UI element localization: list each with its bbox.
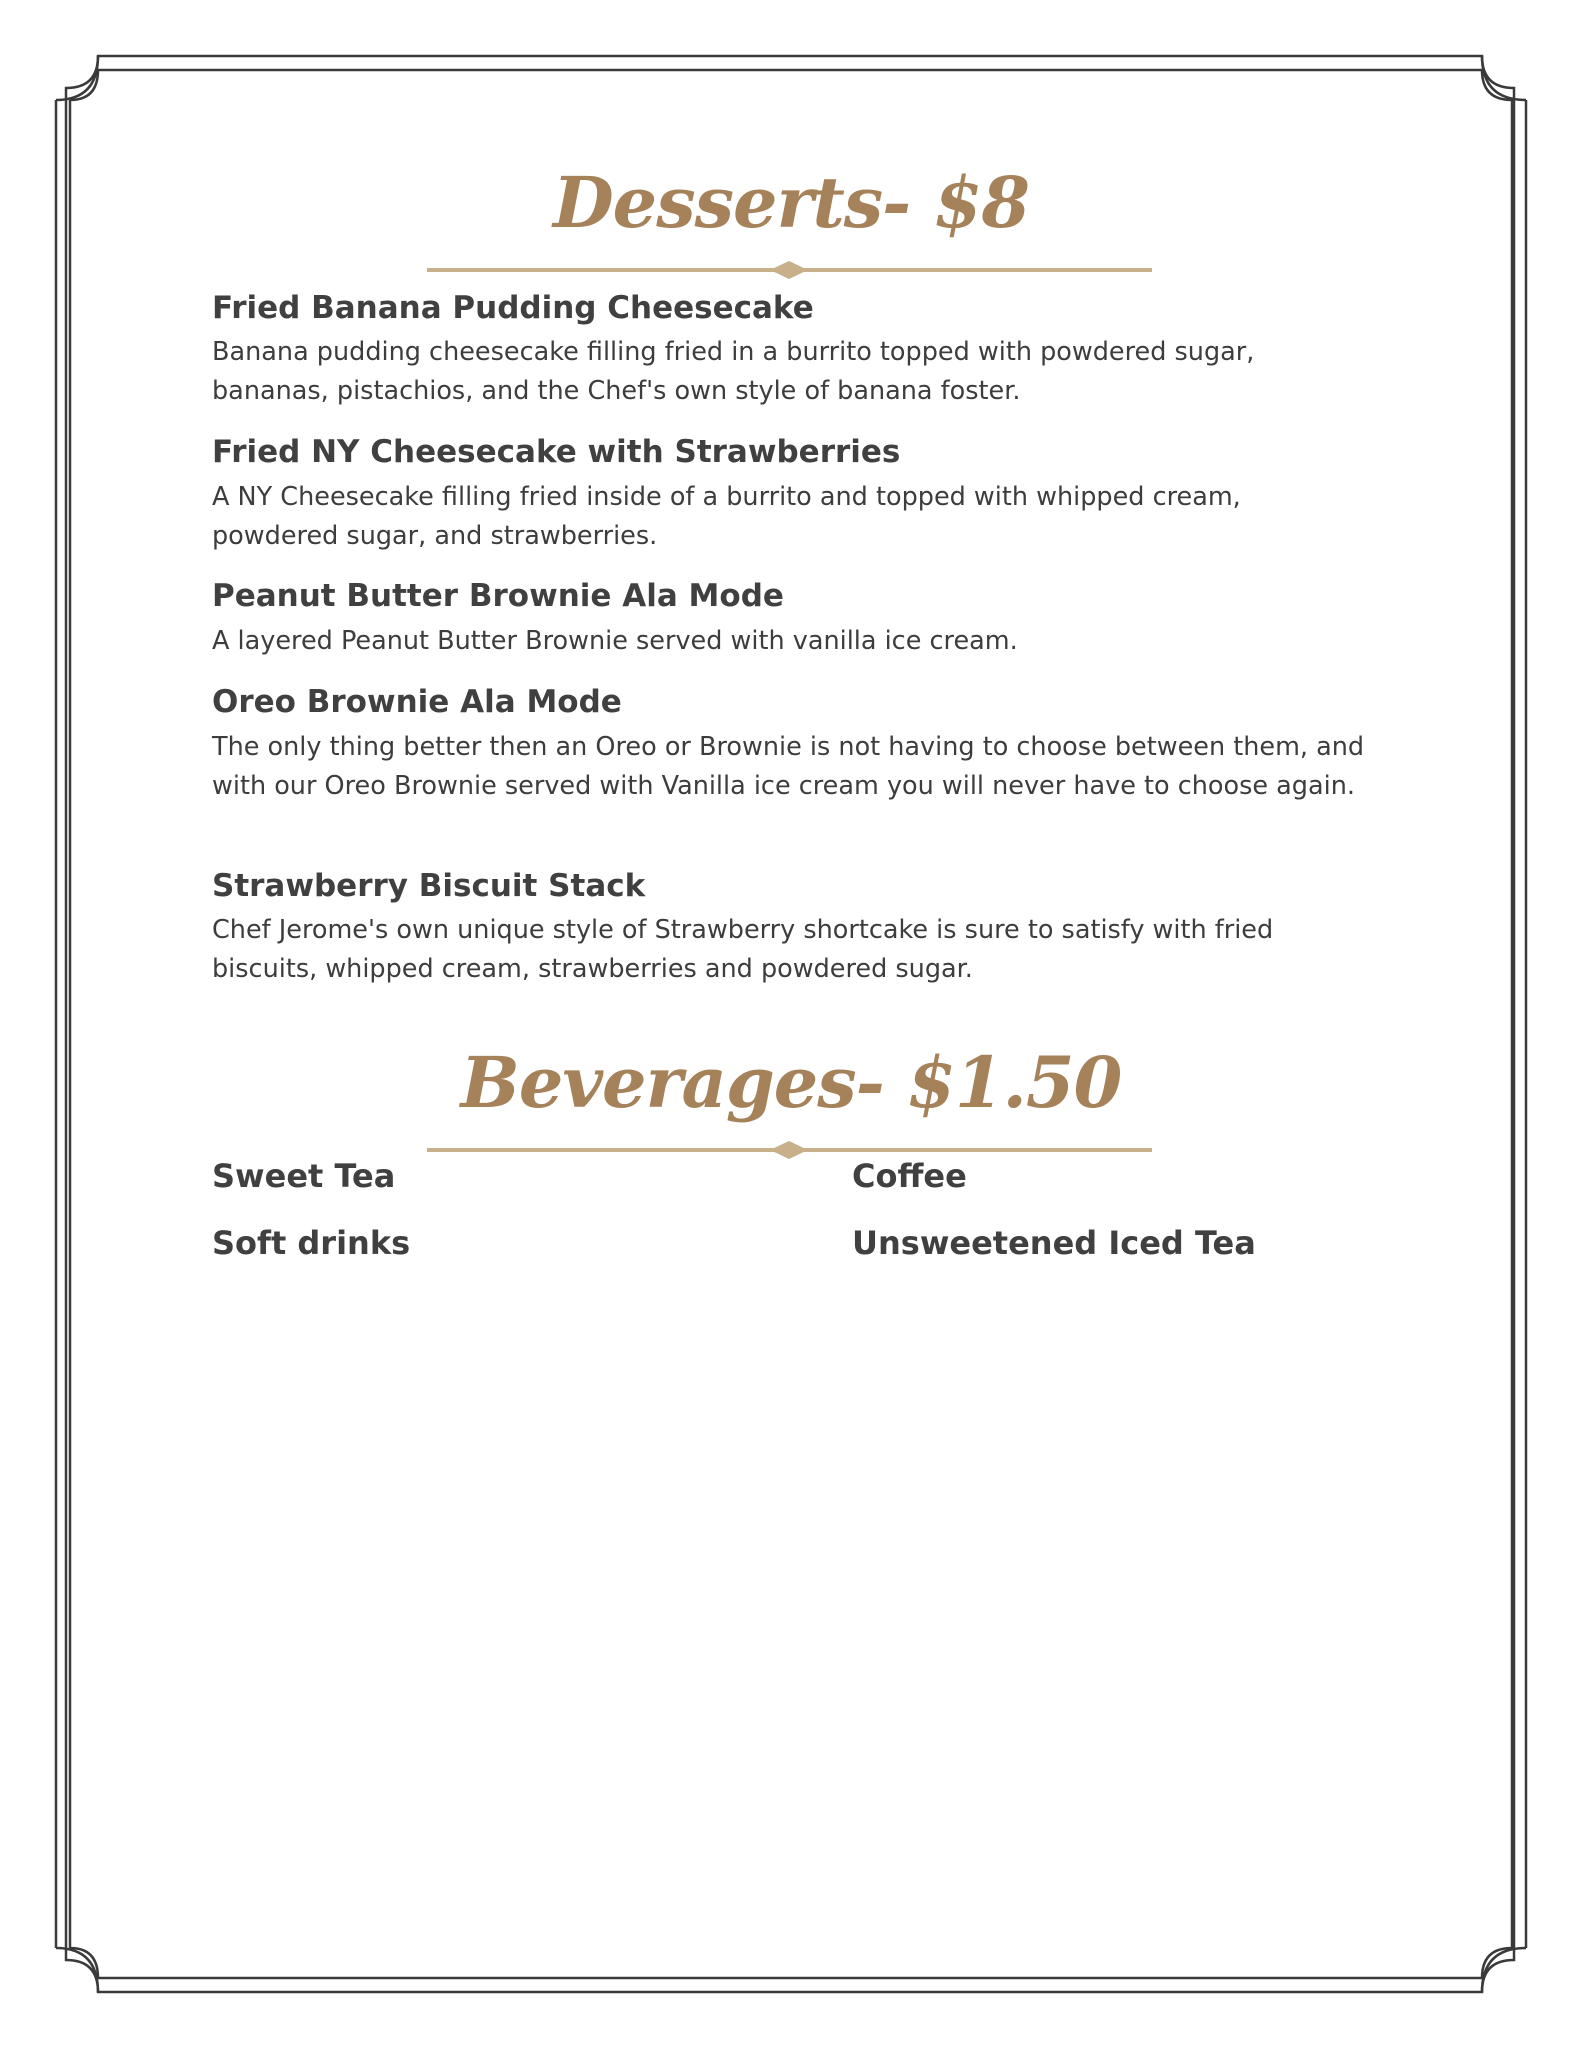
beverage-item: Soft drinks [212,1224,411,1262]
beverage-item: Unsweetened Iced Tea [852,1224,1256,1262]
desserts-divider [427,258,1152,282]
beverage-item: Sweet Tea [212,1157,396,1195]
dessert-item-name: Fried Banana Pudding Cheesecake [212,290,814,326]
dessert-item-name: Oreo Brownie Ala Mode [212,684,622,720]
dessert-item-description: Chef Jerome's own unique style of Strawberry shortcake is sure to satisfy with fried biscuits, whipped cream, strawberries and powdered sugar. [212,915,1274,984]
beverages-divider [427,1138,1152,1162]
dessert-item-name: Strawberry Biscuit Stack [212,868,646,904]
beverages-title: Beverages- $1.50 [460,1041,1122,1124]
dessert-item-name: Peanut Butter Brownie Ala Mode [212,578,784,614]
dessert-item-description: A layered Peanut Butter Brownie served with vanilla ice cream. [212,626,1018,656]
dessert-item-name: Fried NY Cheesecake with Strawberries [212,434,901,470]
beverage-item: Coffee [852,1157,967,1195]
desserts-title: Desserts- $8 [552,161,1030,244]
dessert-item-description: The only thing better then an Oreo or Brownie is not having to choose between them, and with our Oreo Brownie served with Vanilla ice cream you will never have to choose again. [212,732,1365,801]
dessert-item-description: A NY Cheesecake filling fried inside of a burrito and topped with whipped cream, powdered sugar, and strawberries. [212,482,1241,551]
dessert-item-description: Banana pudding cheesecake filling fried in a burrito topped with powdered sugar, bananas, pistachios, and the Chef's own style of banana foster. [212,337,1255,406]
